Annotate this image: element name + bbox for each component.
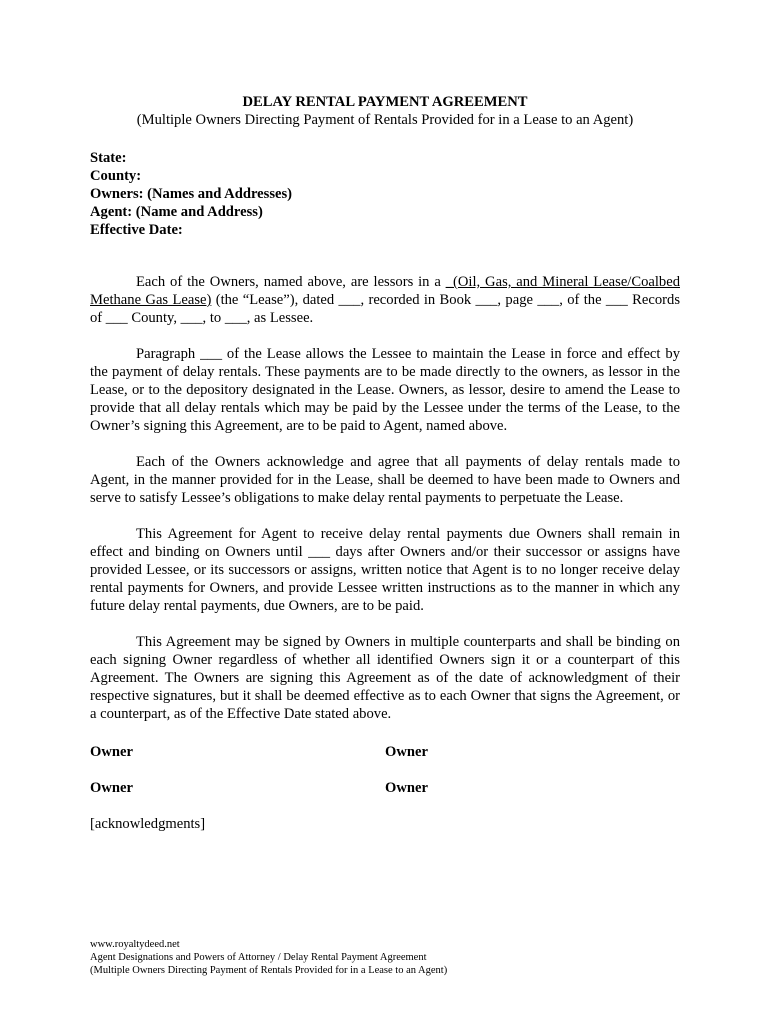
paragraph-delay-rentals: Paragraph ___ of the Lease allows the Lessee to maintain the Lease in force and effect by the payment of delay rentals. These payments are to be made directly to the owners, as lessor in the Lease, or to the depository designated in the Lease. Owners, as lessor, desire to amend the Lease to provide that all delay rentals which may be paid by the Lessee under the terms of the Lease, to the Owner’s signing this Agreement, are to be paid to Agent, named above. [90, 346, 680, 434]
owner-signature-label: Owner [90, 744, 133, 760]
paragraph-acknowledgement: Each of the Owners acknowledge and agree that all payments of delay rentals made to Agent, in the manner provided for in the Lease, shall be deemed to have been made to Owners and serve to satisfy Lessee’s obligations to make delay rental payments to perpetuate the Lease. [90, 454, 680, 506]
paragraph-lease-description [90, 273, 680, 327]
paragraph-term: This Agreement for Agent to receive delay rental payments due Owners shall remain in effect and binding on Owners until ___ days after Owners and/or their successor or assigns have provided Lessee, or its successors or assigns, written notice that Agent is to no longer receive delay rental payments for Owners, and provide Lessee written instructions as to the manner in which any future delay rental payments, due Owners, are to be paid. [90, 526, 680, 614]
acknowledgments-placeholder: [acknowledgments] [90, 816, 206, 832]
document-body [90, 93, 680, 848]
document-title: DELAY RENTAL PAYMENT AGREEMENT [242, 94, 528, 110]
state-field-label: State: [90, 150, 127, 166]
document-subtitle: (Multiple Owners Directing Payment of Rentals Provided for in a Lease to an Agent) [136, 112, 634, 128]
document-footer [90, 938, 447, 977]
paragraph-counterparts: This Agreement may be signed by Owners in multiple counterparts and shall be binding on each signing Owner regardless of whether all identified Owners sign it or a counterpart of this Agreement. The Owners are signing this Agreement as of the date of acknowledgment of their respective signatures, but it shall be deemed effective as to each Owner that signs the Agreement, or a counterpart, as of the Effective Date stated above. [90, 634, 680, 722]
paragraph-lease-intro: Each of the Owners, named above, are lessors in a [136, 274, 446, 290]
footer-subtitle: (Multiple Owners Directing Payment of Rentals Provided for in a Lease to an Agent) [90, 965, 448, 976]
owner-signature-label: Owner [385, 780, 428, 796]
signature-row [90, 743, 680, 761]
footer-website: www.royaltydeed.net [90, 939, 180, 950]
owner-signature-label: Owner [385, 744, 428, 760]
header-fields [90, 149, 680, 239]
signature-row [90, 779, 680, 797]
county-field-label: County: [90, 168, 142, 184]
effective-date-field-label: Effective Date: [90, 222, 183, 238]
owner-signature-label: Owner [90, 780, 133, 796]
owners-field-label: Owners: (Names and Addresses) [90, 186, 293, 202]
footer-category: Agent Designations and Powers of Attorney / Delay Rental Payment Agreement [90, 952, 427, 963]
lease-type-text: _(Oil, Gas, and Mineral Lease/Coalbed Methane Gas Lease) [90, 274, 680, 308]
paragraph-lease-details: (the “Lease”), dated ___, recorded in Book ___, page ___, of the ___ Records of ___ County, ___, to ___, as Lessee. [90, 292, 680, 326]
agent-field-label: Agent: (Name and Address) [90, 204, 263, 220]
signature-block [90, 743, 680, 797]
